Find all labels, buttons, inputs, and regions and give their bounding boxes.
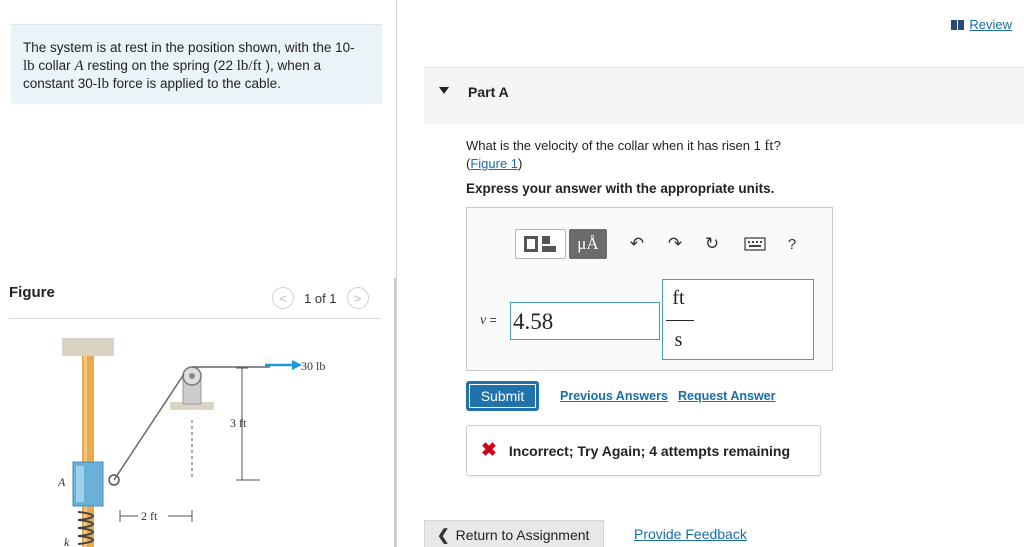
caret-down-icon (439, 87, 449, 94)
keyboard-icon (744, 237, 766, 251)
chevron-left-icon: ❮ (437, 527, 450, 544)
spring-label: k (64, 535, 70, 547)
book-icon (951, 20, 964, 30)
templates-button[interactable] (515, 229, 566, 259)
reset-button[interactable] (698, 229, 726, 259)
review-link[interactable] (951, 17, 1012, 32)
template-grid-icon (521, 233, 561, 255)
column-scrollbar[interactable] (394, 278, 396, 547)
undo-icon: ↶ (629, 234, 645, 253)
previous-answers-link[interactable]: Previous Answers (560, 389, 668, 403)
figure-diagram (40, 330, 370, 547)
figure-title: Figure (9, 284, 55, 301)
figure-counter: 1 of 1 (304, 290, 337, 306)
part-a-header[interactable] (424, 67, 1024, 124)
help-icon: ? (787, 235, 797, 253)
problem-line-2: lb collar A resting on the spring (22 lb/ft ), when a (23, 58, 321, 74)
feedback-text: Incorrect; Try Again; 4 attempts remaining (508, 442, 791, 459)
force-label: 30 lb (301, 359, 326, 373)
submit-button[interactable]: Submit (466, 381, 539, 411)
figure-divider (9, 318, 381, 319)
problem-statement (11, 24, 382, 104)
figure-link[interactable]: Figure 1 (470, 156, 519, 171)
cable (114, 374, 184, 480)
value-input[interactable]: 4.58 (510, 302, 660, 340)
figure-next-button[interactable] (347, 287, 369, 309)
units-fraction (665, 280, 692, 359)
figure-prev-button[interactable] (272, 287, 294, 309)
answer-instruction: Express your answer with the appropriate units. (466, 181, 775, 196)
x-icon: ✖ (481, 440, 497, 461)
answer-panel (466, 207, 833, 371)
height-label: 3 ft (230, 416, 247, 430)
keyboard-button[interactable] (741, 229, 769, 259)
problem-line-3: constant 30-lb force is applied to the cable. (23, 76, 281, 92)
units-button[interactable]: μÅ (569, 229, 607, 259)
question-text: What is the velocity of the collar when it has risen 1 ft? (Figure 1) (466, 138, 781, 171)
undo-button[interactable] (623, 229, 651, 259)
ceiling-block (62, 338, 114, 356)
fraction-bar (666, 320, 694, 321)
problem-line-1: The system is at rest in the position shown, with the 10- (23, 40, 355, 55)
units-input[interactable] (662, 279, 814, 360)
return-to-assignment-button[interactable] (424, 520, 604, 547)
column-divider (396, 0, 397, 547)
feedback-message (466, 425, 821, 476)
redo-button[interactable] (661, 229, 689, 259)
chevron-left-icon: < (279, 290, 287, 306)
collar-label: A (58, 475, 66, 489)
reset-icon: ↻ (704, 234, 720, 253)
provide-feedback-link[interactable]: Provide Feedback (634, 526, 747, 542)
request-answer-link[interactable]: Request Answer (678, 389, 776, 403)
review-label: Review (969, 17, 1012, 32)
part-a-label: Part A (468, 84, 509, 100)
chevron-right-icon: > (353, 290, 362, 306)
return-label: Return to Assignment (455, 527, 590, 543)
math-toolbar (515, 221, 808, 259)
help-button[interactable] (782, 229, 802, 259)
units-numerator: ft (672, 287, 685, 309)
units-denominator: s (674, 329, 683, 351)
figure-pager (272, 287, 369, 309)
variable-label: v = (480, 313, 497, 328)
width-label: 2 ft (141, 509, 158, 523)
redo-icon: ↷ (667, 234, 683, 253)
